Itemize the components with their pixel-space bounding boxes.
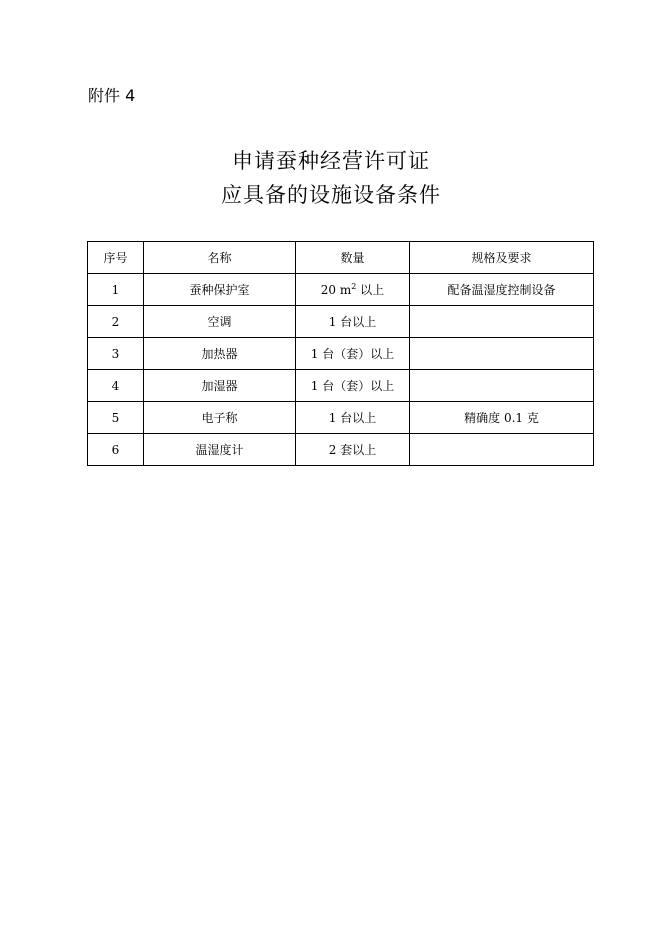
equipment-table: [87, 241, 594, 466]
attachment-label: 附件 4: [88, 86, 136, 105]
quantity-value: 20 m: [320, 283, 352, 297]
header-spec: 规格及要求: [410, 242, 594, 274]
cell-spec: [410, 306, 594, 338]
header-no: 序号: [88, 242, 144, 274]
cell-name: 蚕种保护室: [144, 274, 296, 306]
quantity-suffix: 以上: [356, 283, 385, 297]
cell-spec: [410, 434, 594, 466]
table-row: [88, 274, 594, 306]
cell-name: 温湿度计: [144, 434, 296, 466]
cell-name: 电子称: [144, 402, 296, 434]
title-line-1: 申请蚕种经营许可证: [232, 149, 430, 173]
cell-no: 4: [88, 370, 144, 402]
table-row: [88, 402, 594, 434]
cell-quantity: 1 台以上: [296, 306, 410, 338]
table-row: [88, 338, 594, 370]
table-header-row: [88, 242, 594, 274]
cell-name: 加湿器: [144, 370, 296, 402]
cell-no: 3: [88, 338, 144, 370]
cell-no: 6: [88, 434, 144, 466]
header-name: 名称: [144, 242, 296, 274]
table-row: [88, 370, 594, 402]
header-quantity: 数量: [296, 242, 410, 274]
title-line-2: 应具备的设施设备条件: [221, 183, 441, 207]
table-row: [88, 306, 594, 338]
cell-quantity: 1 台（套）以上: [296, 370, 410, 402]
cell-spec: [410, 338, 594, 370]
cell-spec: [410, 370, 594, 402]
document-title: [0, 144, 662, 212]
cell-no: 5: [88, 402, 144, 434]
cell-quantity: 1 台以上: [296, 402, 410, 434]
cell-no: 2: [88, 306, 144, 338]
cell-quantity: 1 台（套）以上: [296, 338, 410, 370]
quantity-superscript: 2: [351, 282, 357, 291]
cell-name: 空调: [144, 306, 296, 338]
cell-quantity: [296, 274, 410, 306]
cell-name: 加热器: [144, 338, 296, 370]
table-row: [88, 434, 594, 466]
cell-spec: 精确度 0.1 克: [410, 402, 594, 434]
cell-no: 1: [88, 274, 144, 306]
cell-quantity: 2 套以上: [296, 434, 410, 466]
cell-spec: 配备温湿度控制设备: [410, 274, 594, 306]
